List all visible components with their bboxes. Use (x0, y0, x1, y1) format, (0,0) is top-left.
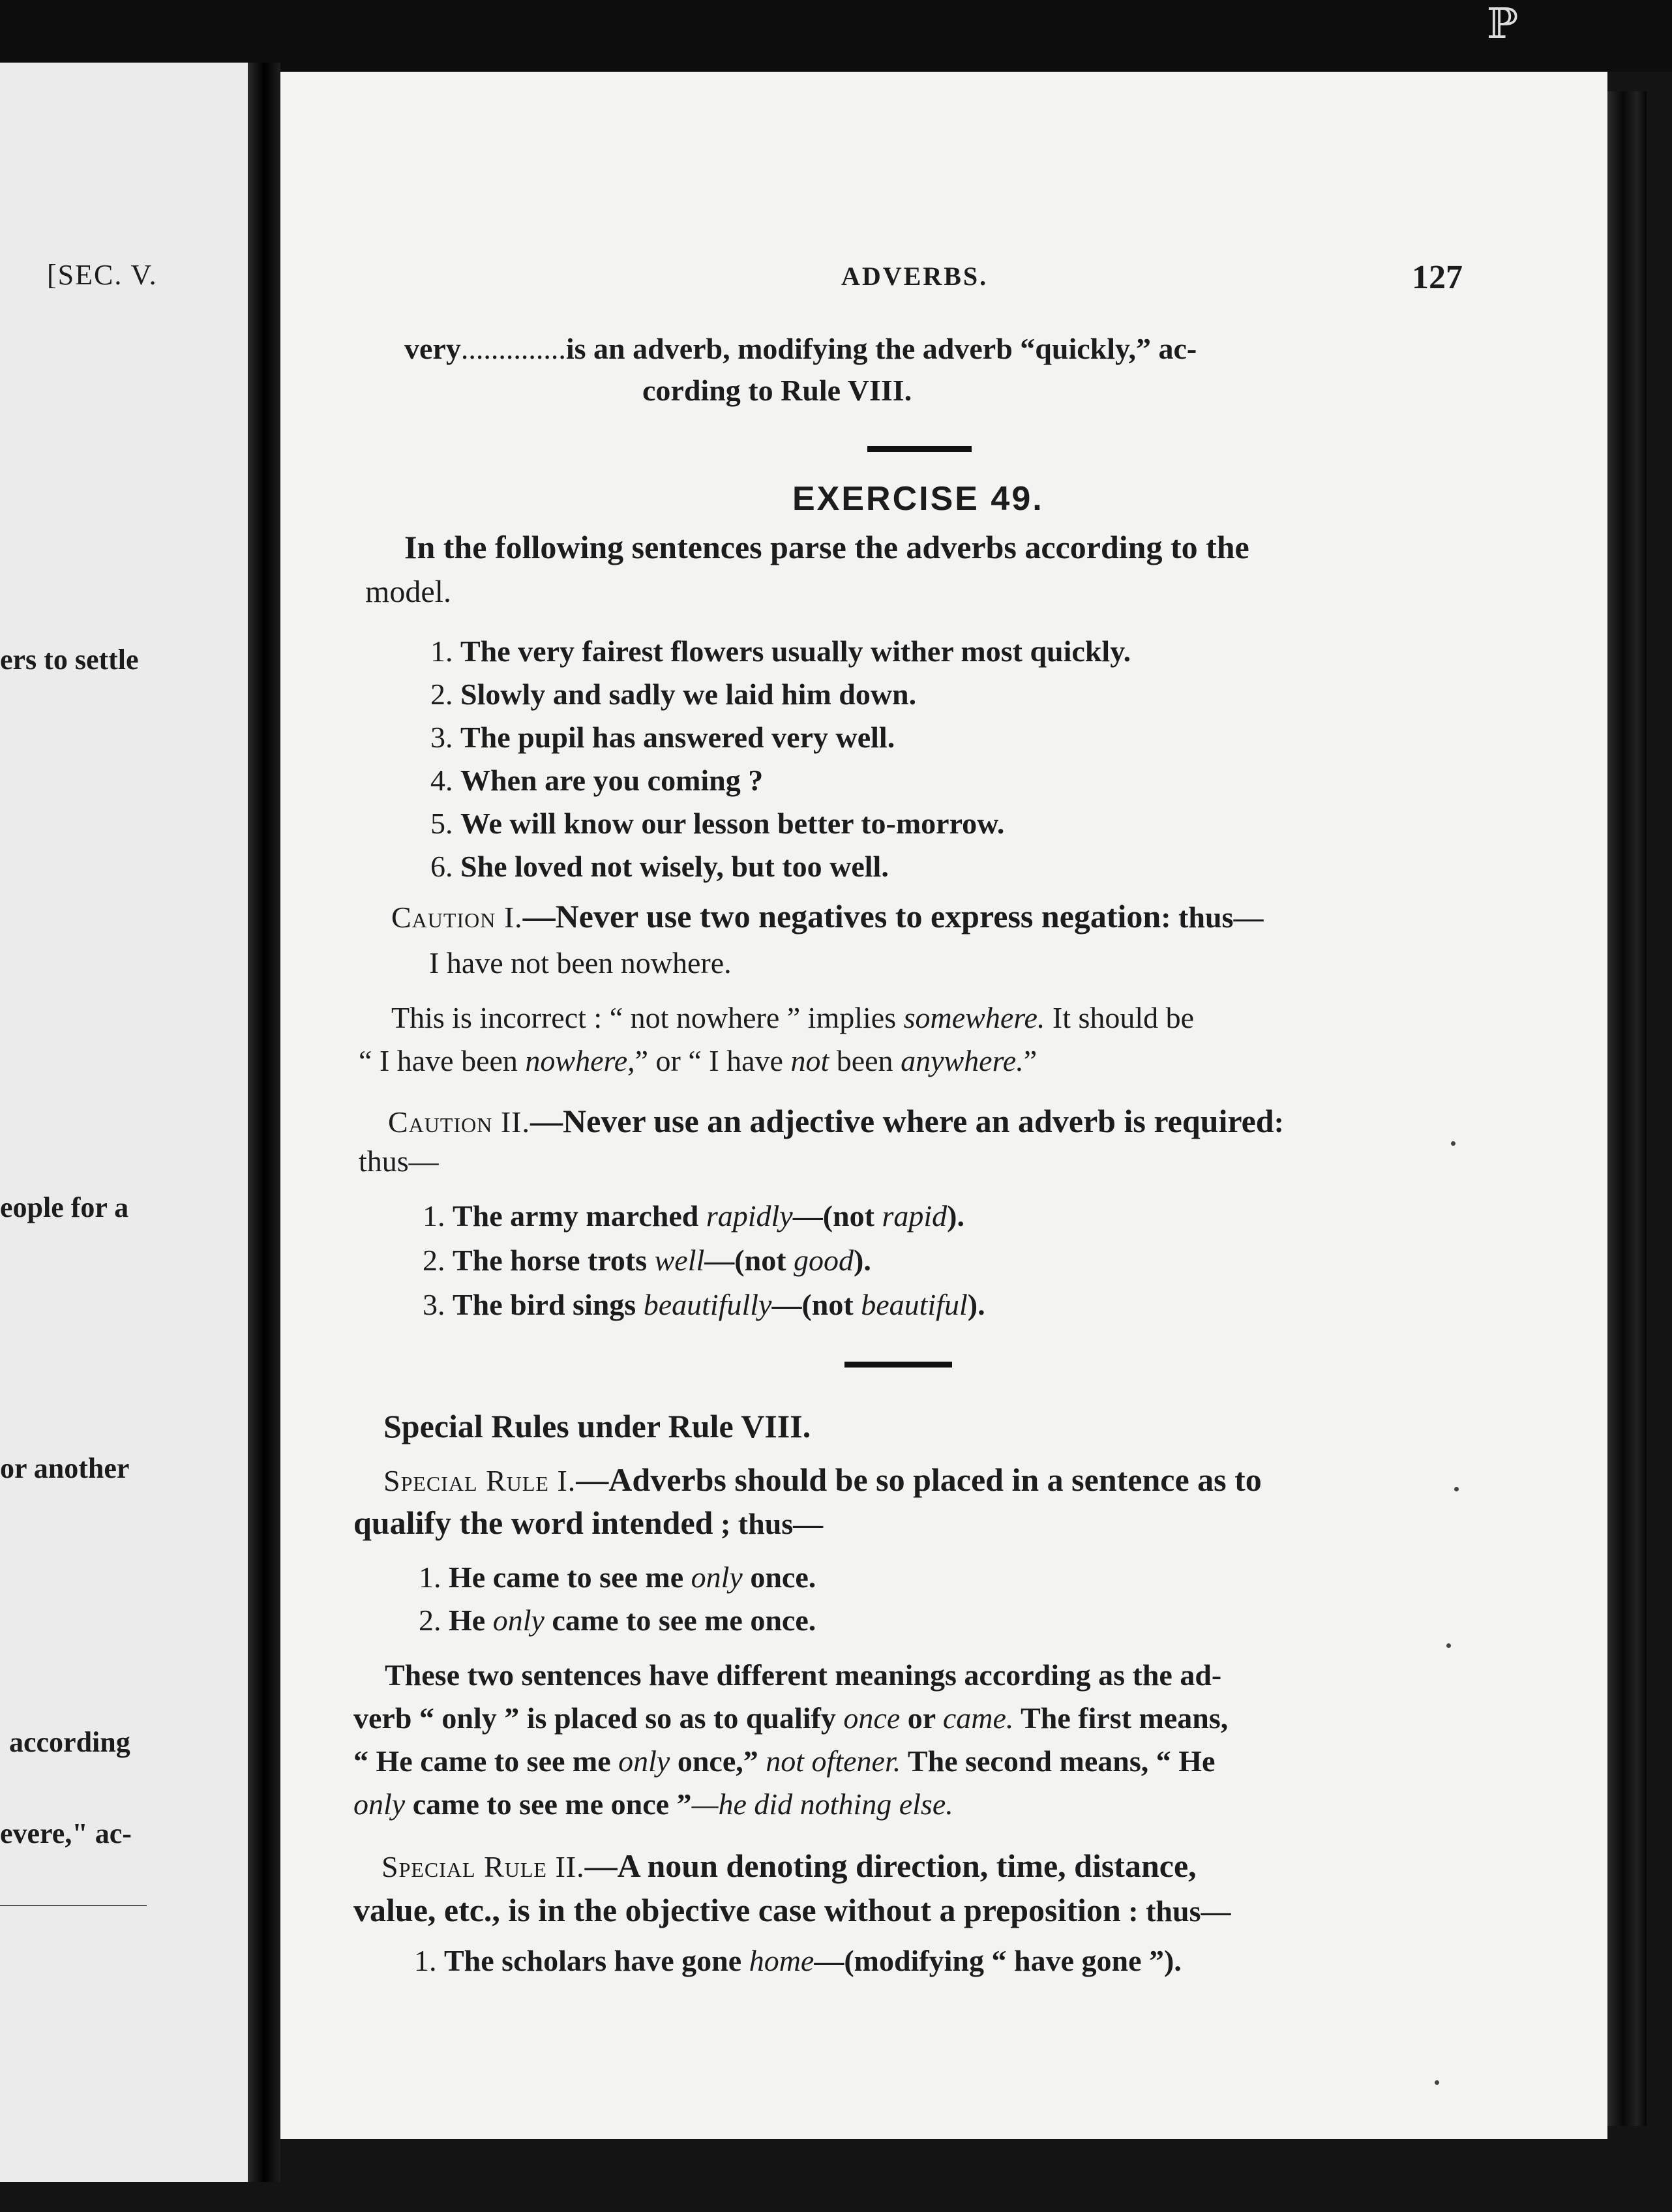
ink-speck (1446, 1643, 1451, 1648)
special-rule-1-explanation: verb “ only ” is placed so as to qualify once or came. The first means, (353, 1701, 1229, 1735)
ink-speck (1454, 1487, 1459, 1491)
special-rule-1-item: 2. He only came to see me once. (419, 1604, 816, 1637)
exercise-item: 4. When are you coming ? (430, 764, 764, 797)
caution-2-item: 1. The army marched rapidly—(not rapid). (423, 1199, 964, 1233)
special-rule-1: Special Rule I.—Adverbs should be so placed in a sentence as to (383, 1461, 1262, 1498)
left-fragment: evere," ac- (0, 1817, 132, 1849)
ink-speck (1451, 1141, 1456, 1146)
caution-2-item: 2. The horse trots well—(not good). (423, 1244, 871, 1277)
special-rule-1-item: 1. He came to see me only once. (419, 1561, 816, 1594)
caution-1-explanation-cont: “ I have been nowhere,” or “ I have not been anywhere.” (359, 1044, 1038, 1077)
left-fragment: ers to settle (0, 644, 139, 676)
left-divider (0, 1905, 147, 1906)
model-text: is an adverb, modifying the adverb “quickly,” ac- (565, 332, 1197, 365)
caution-1: Caution I.—Never use two negatives to express negation: thus— (391, 898, 1264, 934)
special-rules-heading: Special Rules under Rule VIII. (383, 1408, 811, 1444)
right-page (280, 72, 1607, 2139)
left-page (0, 63, 248, 2182)
exercise-intro: In the following sentences parse the adverbs according to the (404, 529, 1249, 565)
exercise-item: 2. Slowly and sadly we laid him down. (430, 678, 917, 711)
special-rule-1-explanation: These two sentences have different meanings according as the ad- (385, 1658, 1222, 1692)
caution-2-item: 3. The bird sings beautifully—(not beautiful). (423, 1288, 985, 1321)
caution-2-cont: thus— (359, 1144, 439, 1178)
left-fragment: or another (0, 1452, 130, 1484)
exercise-item: 6. She loved not wisely, but too well. (430, 850, 889, 883)
special-rule-2-cont: value, etc., is in the objective case without a preposition : thus— (353, 1892, 1231, 1928)
book-spine (248, 63, 280, 2182)
caution-2: Caution II.—Never use an adjective where an adverb is required: (388, 1103, 1284, 1139)
exercise-intro-cont: model. (365, 575, 451, 609)
model-line-2: cording to Rule VIII. (642, 374, 912, 407)
left-fragment: according (9, 1726, 130, 1758)
running-title: ADVERBS. (841, 262, 989, 291)
scan-top-band (0, 0, 1672, 72)
left-running-head: [SEC. V. (47, 259, 158, 291)
exercise-item: 1. The very fairest flowers usually wither most quickly. (430, 635, 1131, 668)
special-rule-2-item: 1. The scholars have gone home—(modifying “ have gone ”). (414, 1944, 1182, 1977)
special-rule-1-cont: qualify the word intended ; thus— (353, 1504, 824, 1541)
page-number: 127 (1412, 259, 1463, 296)
section-divider (867, 446, 972, 452)
caution-1-example: I have not been nowhere. (429, 946, 732, 979)
special-rule-2: Special Rule II.—A noun denoting direction, time, distance, (381, 1847, 1197, 1884)
model-line-1 (404, 331, 1197, 366)
scan-corner-mark: ℙ (1487, 0, 1519, 48)
ink-speck (1435, 2080, 1439, 2085)
section-divider (844, 1362, 952, 1368)
page-edge (1607, 91, 1647, 2126)
exercise-item: 5. We will know our lesson better to-morrow. (430, 807, 1005, 840)
left-fragment: eople for a (0, 1191, 129, 1223)
model-word: very (404, 332, 461, 365)
caution-1-explanation: This is incorrect : “ not nowhere ” implies somewhere. It should be (391, 1001, 1195, 1034)
model-dots: .............. (460, 332, 566, 365)
exercise-title: EXERCISE 49. (792, 480, 1044, 518)
exercise-item: 3. The pupil has answered very well. (430, 721, 895, 754)
special-rule-1-explanation: “ He came to see me only once,” not oftener. The second means, “ He (353, 1744, 1216, 1778)
special-rule-1-explanation: only came to see me once ”—he did nothing else. (353, 1787, 953, 1821)
